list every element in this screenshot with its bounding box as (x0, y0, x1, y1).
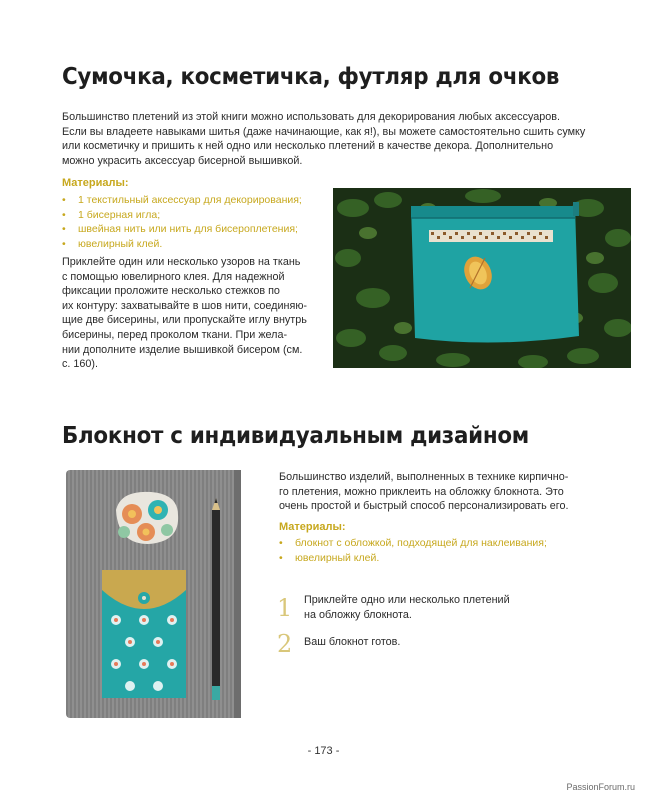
step-line: Приклейте одно или несколько плетений (304, 594, 510, 606)
body-line: фиксации проложите несколько стежков по (62, 285, 280, 298)
section1-materials-list (62, 193, 327, 251)
step-number: 2 (277, 630, 293, 658)
section2-intro (279, 470, 599, 514)
material-item: • 1 бисерная игла; (62, 208, 327, 223)
step-line: Ваш блокнот готов. (304, 636, 401, 648)
material-item: • ювелирный клей. (279, 551, 599, 566)
body-line: с. 160). (62, 358, 99, 371)
pouch-photo (333, 188, 631, 368)
material-item: • блокнот с обложкой, подходящей для наклеивания; (279, 536, 599, 551)
intro-line: Большинство плетений из этой книги можно использовать для декорирования любых аксессуаров. (62, 111, 561, 123)
material-item: • 1 текстильный аксессуар для декорирования; (62, 193, 327, 208)
body-line: Приклейте один или несколько узоров на ткань (62, 256, 301, 268)
body-line: щие две бисерины, или пропускайте иглу внутрь (62, 314, 307, 327)
intro-line: очень простой и быстрый способ персонализировать его. (279, 500, 569, 513)
section2-title: Блокнот с индивидуальным дизайном (62, 423, 529, 449)
body-line: их контуру: захватывайте в шов нити, соединяю- (62, 299, 308, 312)
section2-materials-list (279, 536, 599, 565)
material-item: • ювелирный клей. (62, 237, 327, 252)
section1-body (62, 255, 327, 372)
section2-materials-title: Материалы: (279, 521, 346, 533)
intro-line: или косметичку и пришить к ней одно или несколько плетений в качестве декора. Дополнительно (62, 140, 554, 153)
body-line: с помощью ювелирного клея. Для надежной (62, 270, 285, 283)
step-text (304, 635, 604, 650)
section1-intro (62, 110, 602, 168)
body-line: нии дополните изделие вышивкой бисером (см. (62, 343, 303, 356)
intro-line: Большинство изделий, выполненных в технике кирпично- (279, 471, 569, 483)
page-number: - 173 - (307, 745, 340, 757)
notebook-photo (66, 470, 241, 718)
step-text (304, 593, 604, 622)
step-number: 1 (277, 594, 293, 622)
watermark: PassionForum.ru (566, 782, 635, 792)
section1-materials-title: Материалы: (62, 177, 129, 189)
material-item: • швейная нить или нить для бисероплетения; (62, 222, 327, 237)
intro-line: го плетения, можно приклеить на обложку блокнота. Это (279, 485, 564, 498)
intro-line: Если вы владеете навыками шитья (даже начинающие, как я!), вы можете самостоятельно сшить сумку (62, 125, 586, 138)
intro-line: можно украсить аксессуар бисерной вышивкой. (62, 154, 303, 167)
section1-title: Сумочка, косметичка, футляр для очков (62, 64, 560, 90)
step-line: на обложку блокнота. (304, 608, 412, 621)
body-line: бисерины, перед проколом ткани. При жела- (62, 328, 288, 341)
